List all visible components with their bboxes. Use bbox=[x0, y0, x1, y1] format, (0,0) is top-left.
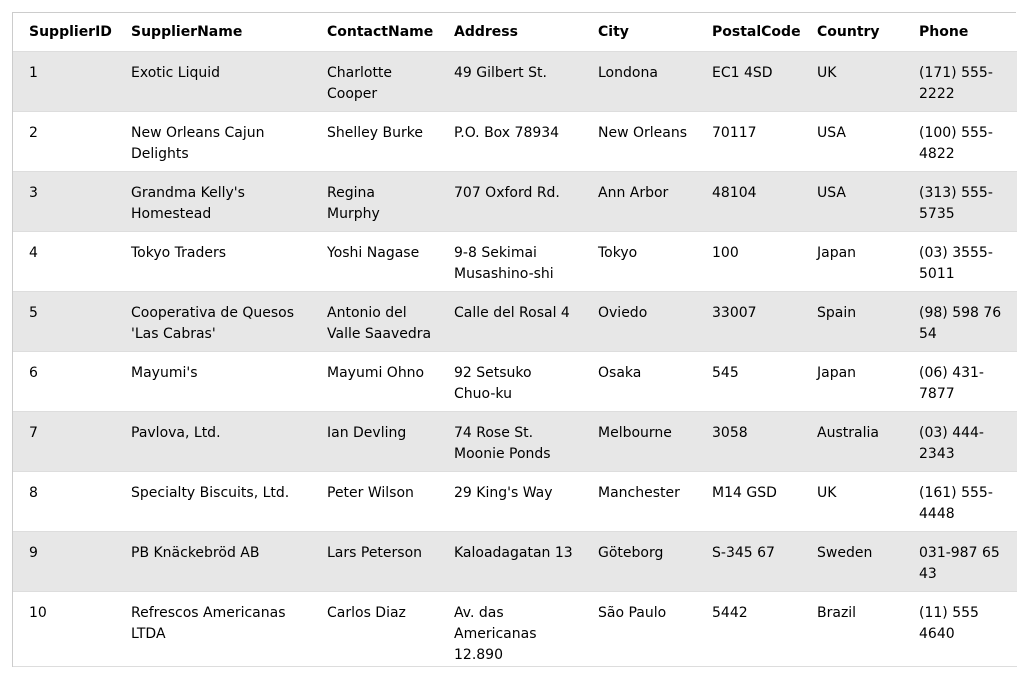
suppliers-table-container bbox=[12, 12, 1016, 667]
cell-postal-code: 70117 bbox=[696, 112, 801, 172]
cell-country: Spain bbox=[801, 292, 903, 352]
cell-address: 707 Oxford Rd. bbox=[438, 172, 582, 232]
cell-phone: 031-987 65 43 bbox=[903, 532, 1017, 592]
cell-supplier-id: 3 bbox=[13, 172, 115, 232]
cell-address: 29 King's Way bbox=[438, 472, 582, 532]
cell-phone: (100) 555-4822 bbox=[903, 112, 1017, 172]
cell-supplier-name: PB Knäckebröd AB bbox=[115, 532, 311, 592]
suppliers-table bbox=[13, 13, 1017, 667]
cell-supplier-id: 6 bbox=[13, 352, 115, 412]
header-contact-name: ContactName bbox=[311, 13, 438, 52]
cell-supplier-name: Pavlova, Ltd. bbox=[115, 412, 311, 472]
cell-country: USA bbox=[801, 172, 903, 232]
table-row bbox=[13, 472, 1017, 532]
cell-country: Brazil bbox=[801, 592, 903, 667]
cell-supplier-name: Cooperativa de Quesos 'Las Cabras' bbox=[115, 292, 311, 352]
cell-contact-name: Charlotte Cooper bbox=[311, 52, 438, 112]
cell-supplier-id: 5 bbox=[13, 292, 115, 352]
cell-city: Oviedo bbox=[582, 292, 696, 352]
cell-city: Tokyo bbox=[582, 232, 696, 292]
cell-postal-code: 3058 bbox=[696, 412, 801, 472]
cell-country: USA bbox=[801, 112, 903, 172]
cell-postal-code: 5442 bbox=[696, 592, 801, 667]
cell-contact-name: Ian Devling bbox=[311, 412, 438, 472]
cell-phone: (03) 3555-5011 bbox=[903, 232, 1017, 292]
cell-postal-code: 33007 bbox=[696, 292, 801, 352]
cell-contact-name: Shelley Burke bbox=[311, 112, 438, 172]
cell-supplier-name: Specialty Biscuits, Ltd. bbox=[115, 472, 311, 532]
cell-city: Manchester bbox=[582, 472, 696, 532]
cell-postal-code: 48104 bbox=[696, 172, 801, 232]
cell-address: Kaloadagatan 13 bbox=[438, 532, 582, 592]
cell-country: Australia bbox=[801, 412, 903, 472]
cell-postal-code: 545 bbox=[696, 352, 801, 412]
cell-country: UK bbox=[801, 52, 903, 112]
table-row bbox=[13, 52, 1017, 112]
cell-supplier-name: Refrescos Americanas LTDA bbox=[115, 592, 311, 667]
table-row bbox=[13, 352, 1017, 412]
table-row bbox=[13, 232, 1017, 292]
cell-contact-name: Regina Murphy bbox=[311, 172, 438, 232]
cell-supplier-id: 1 bbox=[13, 52, 115, 112]
header-phone: Phone bbox=[903, 13, 1017, 52]
cell-supplier-name: Grandma Kelly's Homestead bbox=[115, 172, 311, 232]
cell-contact-name: Mayumi Ohno bbox=[311, 352, 438, 412]
cell-address: Av. das Americanas 12.890 bbox=[438, 592, 582, 667]
table-row bbox=[13, 172, 1017, 232]
cell-postal-code: S-345 67 bbox=[696, 532, 801, 592]
cell-city: Osaka bbox=[582, 352, 696, 412]
cell-city: Göteborg bbox=[582, 532, 696, 592]
cell-supplier-id: 7 bbox=[13, 412, 115, 472]
cell-city: Londona bbox=[582, 52, 696, 112]
cell-supplier-id: 8 bbox=[13, 472, 115, 532]
cell-supplier-id: 4 bbox=[13, 232, 115, 292]
cell-supplier-name: Mayumi's bbox=[115, 352, 311, 412]
header-city: City bbox=[582, 13, 696, 52]
cell-city: São Paulo bbox=[582, 592, 696, 667]
cell-city: Ann Arbor bbox=[582, 172, 696, 232]
table-header-row bbox=[13, 13, 1017, 52]
header-supplier-name: SupplierName bbox=[115, 13, 311, 52]
cell-phone: (313) 555-5735 bbox=[903, 172, 1017, 232]
cell-country: Japan bbox=[801, 232, 903, 292]
table-body bbox=[13, 52, 1017, 667]
cell-contact-name: Antonio del Valle Saavedra bbox=[311, 292, 438, 352]
cell-contact-name: Yoshi Nagase bbox=[311, 232, 438, 292]
cell-supplier-name: New Orleans Cajun Delights bbox=[115, 112, 311, 172]
cell-supplier-name: Tokyo Traders bbox=[115, 232, 311, 292]
cell-contact-name: Carlos Diaz bbox=[311, 592, 438, 667]
header-country: Country bbox=[801, 13, 903, 52]
cell-phone: (98) 598 76 54 bbox=[903, 292, 1017, 352]
cell-address: 74 Rose St. Moonie Ponds bbox=[438, 412, 582, 472]
cell-supplier-id: 2 bbox=[13, 112, 115, 172]
cell-country: Sweden bbox=[801, 532, 903, 592]
cell-phone: (161) 555-4448 bbox=[903, 472, 1017, 532]
header-address: Address bbox=[438, 13, 582, 52]
cell-address: 92 Setsuko Chuo-ku bbox=[438, 352, 582, 412]
cell-city: Melbourne bbox=[582, 412, 696, 472]
cell-address: 49 Gilbert St. bbox=[438, 52, 582, 112]
table-row bbox=[13, 112, 1017, 172]
cell-contact-name: Lars Peterson bbox=[311, 532, 438, 592]
cell-phone: (171) 555-2222 bbox=[903, 52, 1017, 112]
table-row bbox=[13, 412, 1017, 472]
cell-phone: (03) 444-2343 bbox=[903, 412, 1017, 472]
cell-phone: (11) 555 4640 bbox=[903, 592, 1017, 667]
cell-postal-code: 100 bbox=[696, 232, 801, 292]
cell-country: UK bbox=[801, 472, 903, 532]
header-supplier-id: SupplierID bbox=[13, 13, 115, 52]
cell-supplier-id: 9 bbox=[13, 532, 115, 592]
cell-supplier-id: 10 bbox=[13, 592, 115, 667]
cell-postal-code: M14 GSD bbox=[696, 472, 801, 532]
table-row bbox=[13, 532, 1017, 592]
header-postal-code: PostalCode bbox=[696, 13, 801, 52]
cell-phone: (06) 431-7877 bbox=[903, 352, 1017, 412]
cell-postal-code: EC1 4SD bbox=[696, 52, 801, 112]
cell-city: New Orleans bbox=[582, 112, 696, 172]
cell-supplier-name: Exotic Liquid bbox=[115, 52, 311, 112]
cell-address: Calle del Rosal 4 bbox=[438, 292, 582, 352]
cell-address: 9-8 Sekimai Musashino-shi bbox=[438, 232, 582, 292]
cell-address: P.O. Box 78934 bbox=[438, 112, 582, 172]
table-row bbox=[13, 292, 1017, 352]
table-row bbox=[13, 592, 1017, 667]
cell-contact-name: Peter Wilson bbox=[311, 472, 438, 532]
cell-country: Japan bbox=[801, 352, 903, 412]
